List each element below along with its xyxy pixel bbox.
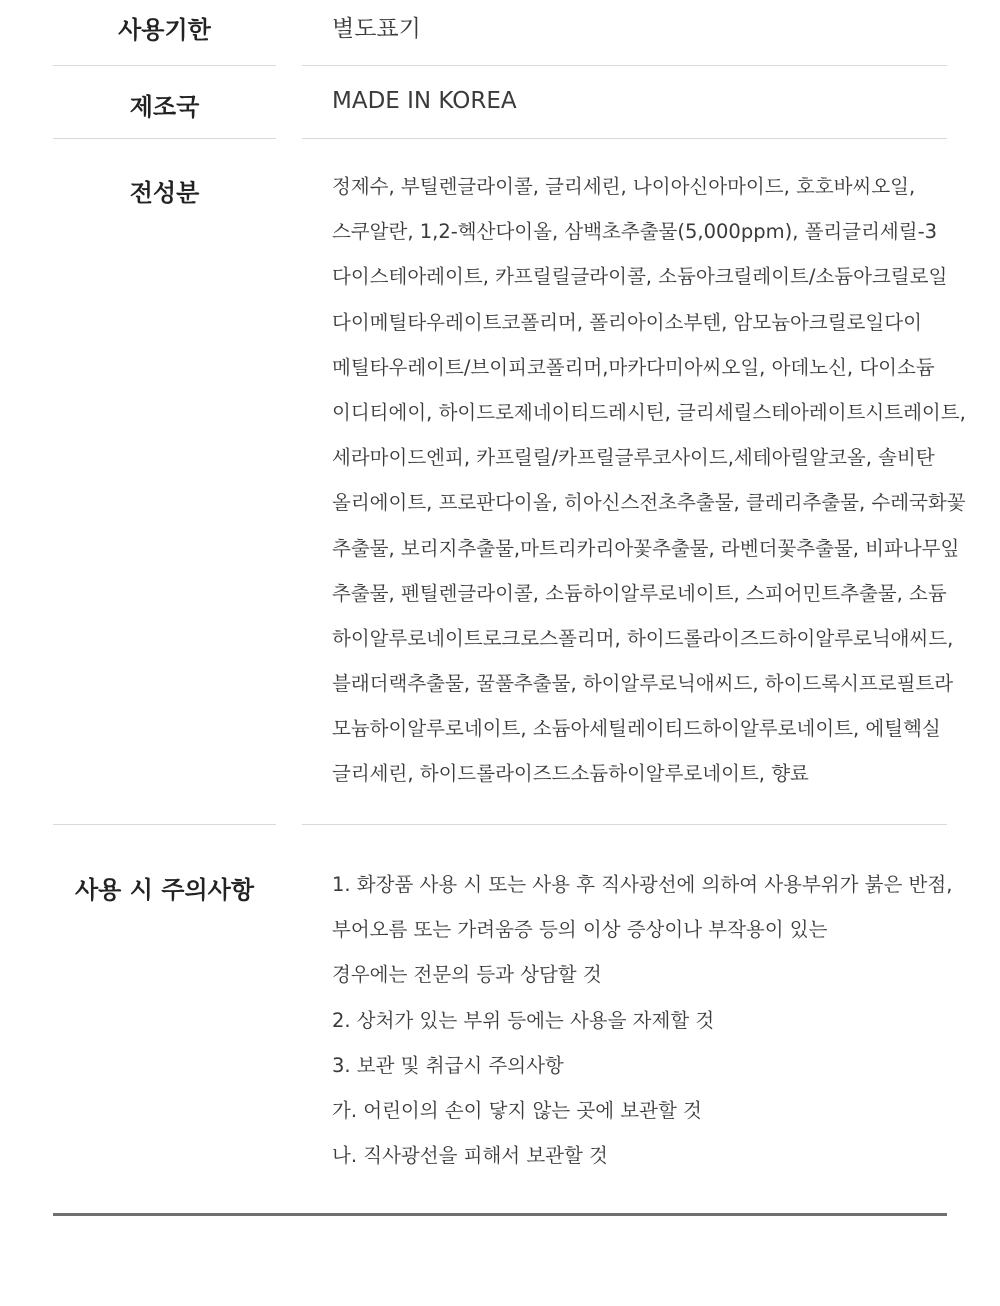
ingredients-row bbox=[53, 139, 966, 825]
ingredients-line: 올리에이트, 프로판다이올, 히아신스전초추출물, 클레리추출물, 수레국화꽃 bbox=[332, 491, 966, 515]
ingredients-line: 블래더랙추출물, 꿀풀추출물, 하이알루로닉애씨드, 하이드록시프로필트라 bbox=[332, 672, 954, 696]
ingredients-value bbox=[332, 164, 966, 797]
caution-line: 3. 보관 및 취급시 주의사항 bbox=[332, 1053, 564, 1077]
ingredients-line: 추출물, 보리지추출물,마트리카리아꽃추출물, 라벤더꽃추출물, 비파나무잎 bbox=[332, 536, 960, 560]
origin-label: 제조국 bbox=[129, 93, 200, 121]
ingredients-line: 글리세린, 하이드롤라이즈드소듐하이알루로네이트, 향료 bbox=[332, 762, 809, 786]
ingredients-line: 다이메틸타우레이트코폴리머, 폴리아이소부텐, 암모늄아크릴로일다이 bbox=[332, 310, 922, 334]
ingredients-line: 정제수, 부틸렌글라이콜, 글리세린, 나이아신아마이드, 호호바씨오일, bbox=[332, 175, 916, 198]
ingredients-line: 하이알루로네이트로크로스폴리머, 하이드롤라이즈드하이알루로닉애씨드, bbox=[332, 626, 954, 650]
table-bottom-rule bbox=[53, 1213, 947, 1216]
caution-line: 나. 직사광선을 피해서 보관할 것 bbox=[332, 1144, 608, 1168]
origin-value: MADE IN KOREA bbox=[332, 88, 517, 114]
expiry-value: 별도표기 bbox=[332, 16, 421, 42]
expiry-label: 사용기한 bbox=[118, 16, 211, 44]
caution-value bbox=[332, 862, 952, 1178]
ingredients-line: 메틸타우레이트/브이피코폴리머,마카다미아씨오일, 아데노신, 다이소듐 bbox=[332, 355, 935, 379]
caution-label: 사용 시 주의사항 bbox=[75, 876, 254, 904]
caution-line: 가. 어린이의 손이 닿지 않는 곳에 보관할 것 bbox=[332, 1098, 702, 1122]
ingredients-line: 모늄하이알루로네이트, 소듐아세틸레이티드하이알루로네이트, 에틸헥실 bbox=[332, 717, 941, 741]
ingredients-line: 이디티에이, 하이드로제네이티드레시틴, 글리세릴스테아레이트시트레이트, bbox=[332, 400, 966, 424]
caution-line: 부어오름 또는 가려움증 등의 이상 증상이나 부작용이 있는 bbox=[332, 918, 828, 942]
ingredients-label: 전성분 bbox=[129, 179, 200, 207]
caution-line: 경우에는 전문의 등과 상담할 것 bbox=[332, 963, 602, 987]
ingredients-line: 세라마이드엔피, 카프릴릴/카프릴글루코사이드,세테아릴알코올, 솔비탄 bbox=[332, 446, 935, 470]
caution-line: 2. 상처가 있는 부위 등에는 사용을 자제할 것 bbox=[332, 1008, 715, 1032]
caution-row bbox=[53, 825, 953, 1213]
origin-row bbox=[53, 66, 947, 139]
expiry-row bbox=[53, 0, 947, 66]
caution-line: 1. 화장품 사용 시 또는 사용 후 직사광선에 의하여 사용부위가 붉은 반점, bbox=[332, 873, 953, 896]
ingredients-line: 스쿠알란, 1,2-헥산다이올, 삼백초추출물(5,000ppm), 폴리글리세릴-3 bbox=[332, 220, 938, 244]
ingredients-line: 추출물, 펜틸렌글라이콜, 소듐하이알루로네이트, 스피어민트추출물, 소듐 bbox=[332, 581, 947, 605]
ingredients-line: 다이스테아레이트, 카프릴릴글라이콜, 소듐아크릴레이트/소듐아크릴로일 bbox=[332, 265, 948, 289]
